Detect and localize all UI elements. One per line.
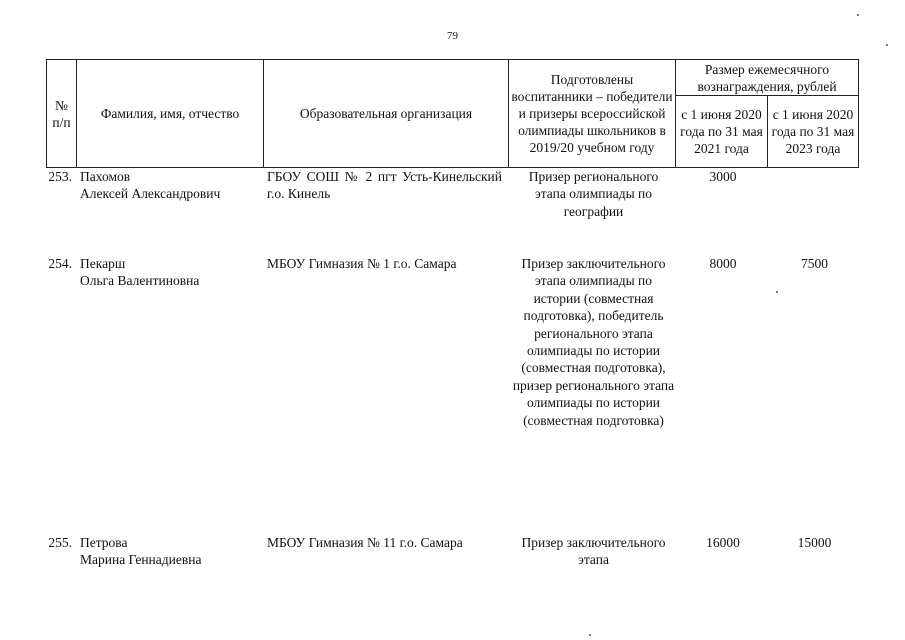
page-number: 79 <box>447 30 458 42</box>
table-body <box>46 168 858 584</box>
row-person <box>76 255 263 534</box>
row-surname: Пахомов <box>80 169 131 184</box>
row-amount-period-2: 7500 <box>801 256 828 271</box>
row-number: 253. <box>48 169 72 184</box>
scan-speck <box>776 291 778 293</box>
row-given-names: Ольга Валентиновна <box>80 273 200 289</box>
row-achievement: Призер заключительного этапа <box>521 535 666 568</box>
row-achievement: Призер регионального этапа олимпиады по географии <box>528 169 659 219</box>
scan-speck <box>589 634 591 636</box>
row-organization: МБОУ Гимназия № 1 г.о. Самара <box>267 256 457 271</box>
scan-speck <box>886 44 888 46</box>
header-reward-title: Размер ежемесячного вознаграждения, рублей <box>676 60 859 96</box>
header-period-1: с 1 июня 2020 года по 31 мая 2021 года <box>676 96 768 168</box>
row-amount-period-2: 15000 <box>797 535 832 550</box>
row-person <box>76 534 263 584</box>
table-row <box>46 255 858 534</box>
row-surname: Пекарш <box>80 256 126 271</box>
header-prepared: Подготовлены воспитанники – победители и призеры всероссийской олимпиады школьников в 2019/20 учебном году <box>509 60 676 168</box>
row-organization: ГБОУ СОШ № 2 пгт Усть-Кинельский г.о. Кинель <box>267 169 502 202</box>
header-period-2: с 1 июня 2020 года по 31 мая 2023 года <box>768 96 859 168</box>
row-amount-period-2 <box>767 168 858 255</box>
row-given-names: Марина Геннадиевна <box>80 552 202 568</box>
header-name: Фамилия, имя, отчество <box>77 60 264 168</box>
row-amount-period-1: 3000 <box>709 169 737 184</box>
table-header <box>46 59 859 168</box>
row-given-names: Алексей Александрович <box>80 186 221 202</box>
scan-speck <box>857 14 859 16</box>
row-organization: МБОУ Гимназия № 11 г.о. Самара <box>267 535 463 550</box>
row-achievement: Призер заключительного этапа олимпиады по истории (совместная подготовка), победитель регионального этапа олимпиады по истории (совместная подготовка), призер регионального этапа олимпиады по истории (совместная подготовка) <box>512 256 675 428</box>
header-num: № п/п <box>47 60 77 168</box>
row-number: 254. <box>48 256 72 271</box>
table-row <box>46 534 858 584</box>
row-number: 255. <box>48 535 72 550</box>
table-row <box>46 168 858 255</box>
header-org: Образовательная организация <box>264 60 509 168</box>
row-surname: Петрова <box>80 535 128 550</box>
row-person <box>76 168 263 255</box>
row-amount-period-1: 16000 <box>706 535 740 550</box>
row-amount-period-1: 8000 <box>709 256 737 271</box>
